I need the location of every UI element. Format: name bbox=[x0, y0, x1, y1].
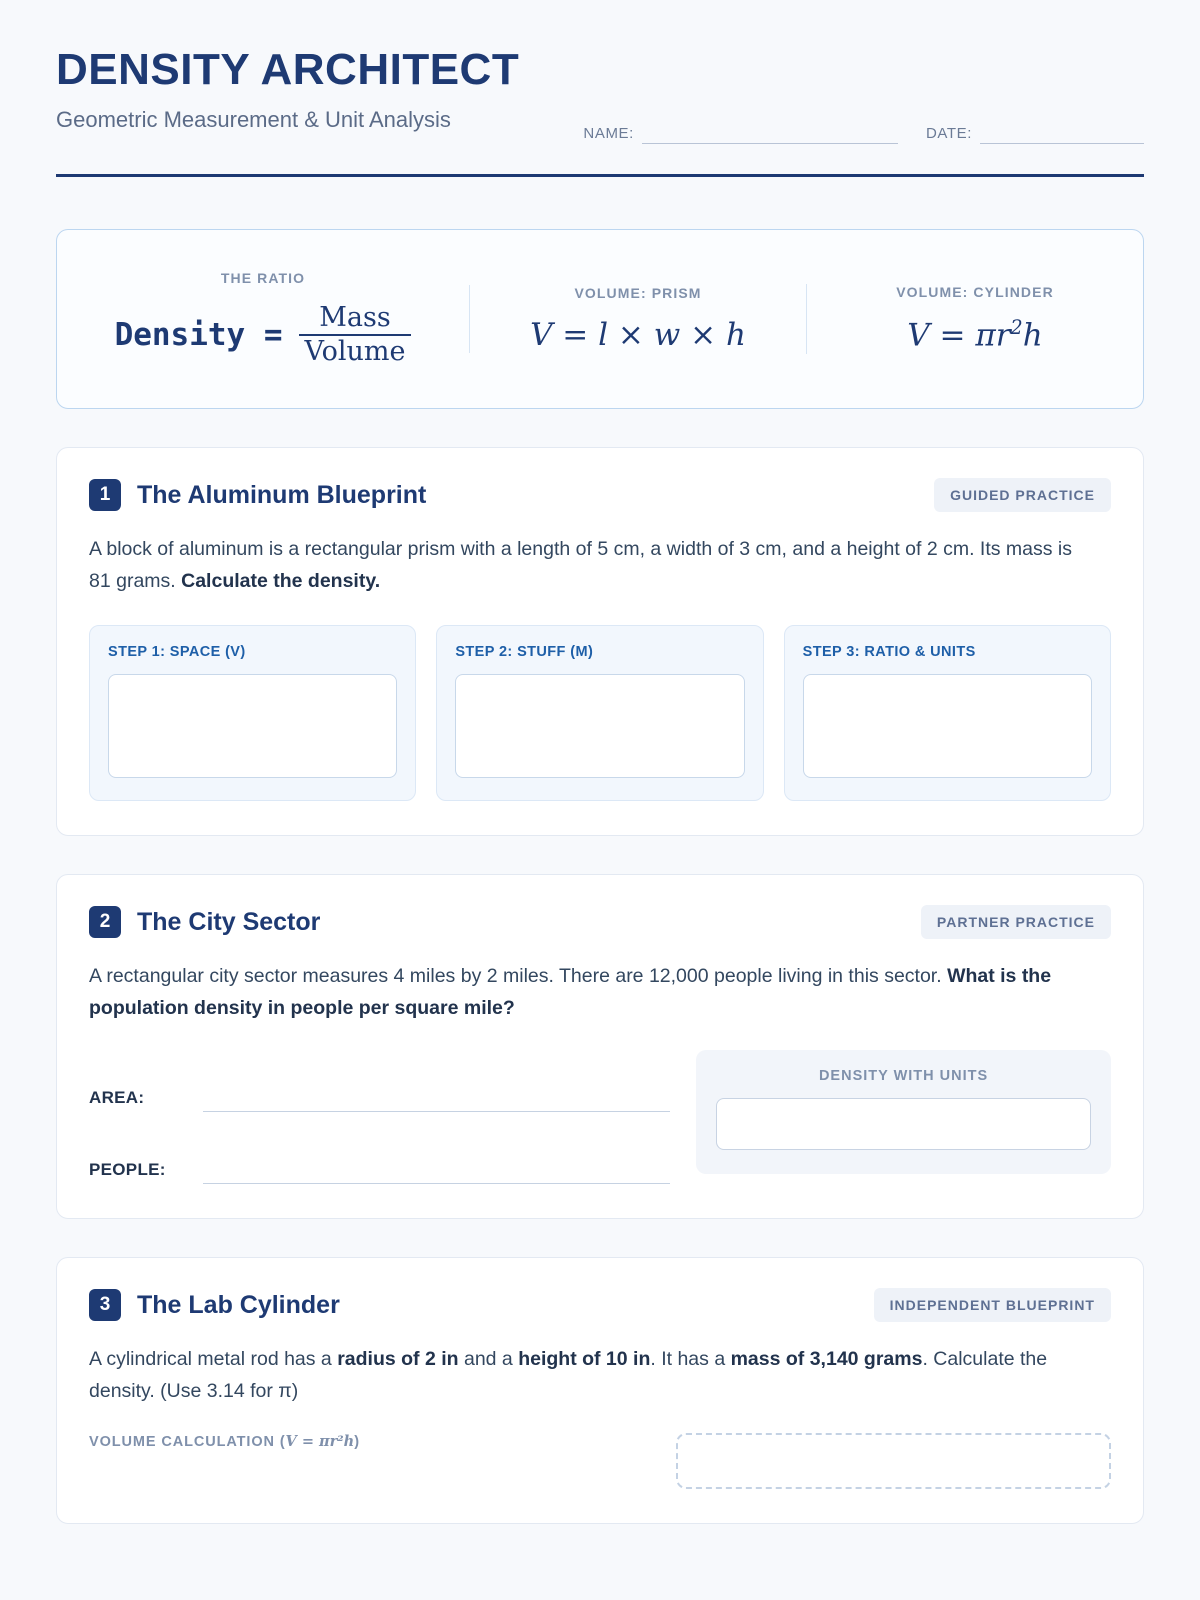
name-label: NAME: bbox=[583, 125, 634, 142]
formula-ratio bbox=[57, 270, 469, 368]
problem-2-people-input[interactable] bbox=[203, 1150, 670, 1184]
problem-3-tag: INDEPENDENT BLUEPRINT bbox=[874, 1288, 1111, 1322]
problem-1-title: The Aluminum Blueprint bbox=[137, 480, 427, 509]
formula-ratio-fraction bbox=[299, 302, 412, 368]
problem-3-answer-box[interactable] bbox=[676, 1433, 1111, 1489]
problem-2-people-row bbox=[89, 1128, 670, 1184]
problem-3-header bbox=[89, 1288, 1111, 1322]
fraction-numerator: Mass bbox=[319, 302, 391, 334]
date-input-line[interactable] bbox=[980, 122, 1144, 144]
problem-1-header bbox=[89, 478, 1111, 512]
problem-2-area-row bbox=[89, 1056, 670, 1112]
problem-2-prompt-plain: A rectangular city sector measures 4 miles by 2 miles. There are 12,000 people living in this sector. bbox=[89, 965, 948, 988]
problem-2-area-input[interactable] bbox=[203, 1078, 670, 1112]
name-field[interactable] bbox=[583, 122, 898, 144]
problem-2-answer-panel bbox=[696, 1050, 1111, 1174]
formula-ratio-expression bbox=[73, 302, 453, 368]
problem-2-title-group bbox=[89, 906, 320, 938]
name-input-line[interactable] bbox=[642, 122, 898, 144]
volume-label-suffix: ) bbox=[354, 1434, 360, 1451]
problem-card-2 bbox=[56, 874, 1144, 1219]
formula-cylinder-prefix: V = πr bbox=[907, 317, 1011, 354]
formula-cylinder-expression bbox=[823, 316, 1127, 353]
problem-3-volume-label bbox=[89, 1433, 646, 1450]
step-2-label: STEP 2: STUFF (M) bbox=[455, 644, 594, 661]
page-subtitle: Geometric Measurement & Unit Analysis bbox=[56, 106, 451, 132]
formula-cylinder-label: VOLUME: CYLINDER bbox=[896, 284, 1054, 301]
formula-ratio-label: THE RATIO bbox=[220, 270, 306, 287]
step-3-ratio-units bbox=[784, 625, 1111, 801]
title-block bbox=[56, 45, 520, 133]
problem-2-tag: PARTNER PRACTICE bbox=[921, 905, 1111, 939]
formula-prism-expression: V = l × w × h bbox=[530, 317, 746, 353]
problem-1-prompt-bold: Calculate the density. bbox=[181, 569, 381, 592]
problem-2-body bbox=[89, 1050, 1111, 1184]
problem-3-volume-section bbox=[89, 1433, 646, 1450]
problem-3-footer bbox=[89, 1433, 1111, 1489]
formula-ratio-word: Density = bbox=[114, 317, 283, 353]
student-meta bbox=[583, 122, 1144, 144]
problem-2-prompt bbox=[89, 961, 1099, 1024]
step-3-label: STEP 3: RATIO & UNITS bbox=[802, 644, 976, 661]
step-3-answer-box[interactable] bbox=[803, 674, 1092, 778]
problem-1-steps bbox=[89, 625, 1111, 801]
formula-reference-bar bbox=[56, 229, 1144, 409]
fraction-denominator: Volume bbox=[299, 334, 412, 368]
problem-2-fields bbox=[89, 1050, 670, 1184]
problem-1-tag: GUIDED PRACTICE bbox=[934, 478, 1111, 512]
problem-2-answer-box[interactable] bbox=[716, 1098, 1091, 1150]
problem-3-seg-6: . Calculate the density. (Use 3.14 for π) bbox=[89, 1348, 1048, 1402]
problem-3-prompt bbox=[89, 1344, 1099, 1407]
problem-1-title-group bbox=[89, 479, 426, 511]
problem-3-seg-0: A cylindrical metal rod has a bbox=[89, 1348, 338, 1371]
problem-3-title-group bbox=[89, 1289, 340, 1321]
header-divider bbox=[56, 174, 1144, 177]
formula-cylinder bbox=[806, 284, 1143, 353]
problem-1-prompt-plain: A block of aluminum is a rectangular prism with a length of 5 cm, a width of 3 cm, and a height of 2 cm. Its mass is 81 grams. bbox=[89, 538, 1073, 592]
formula-prism bbox=[469, 285, 806, 353]
problem-2-header bbox=[89, 905, 1111, 939]
problem-1-prompt bbox=[89, 534, 1099, 597]
problem-3-title: The Lab Cylinder bbox=[137, 1290, 340, 1319]
problem-3-seg-2: and a bbox=[458, 1348, 519, 1371]
problem-3-seg-4: . It has a bbox=[650, 1348, 731, 1371]
step-1-label: STEP 1: SPACE (V) bbox=[108, 644, 246, 661]
problem-card-1 bbox=[56, 447, 1144, 836]
page-header bbox=[56, 45, 1144, 144]
formula-cylinder-suffix: h bbox=[1022, 317, 1043, 354]
formula-cylinder-exponent: 2 bbox=[1010, 316, 1023, 340]
problem-card-3 bbox=[56, 1257, 1144, 1524]
problem-2-answer-label: DENSITY WITH UNITS bbox=[818, 1068, 989, 1085]
step-2-stuff bbox=[436, 625, 763, 801]
step-1-answer-box[interactable] bbox=[108, 674, 397, 778]
problem-1-number: 1 bbox=[89, 479, 121, 511]
problem-3-seg-1: radius of 2 in bbox=[337, 1348, 459, 1371]
step-2-answer-box[interactable] bbox=[455, 674, 744, 778]
problem-2-area-label: AREA: bbox=[89, 1088, 145, 1108]
step-1-space bbox=[89, 625, 416, 801]
date-field[interactable] bbox=[926, 122, 1144, 144]
page-title: DENSITY ARCHITECT bbox=[56, 45, 520, 94]
problem-2-title: The City Sector bbox=[137, 907, 321, 936]
volume-label-math: V = πr²h bbox=[285, 1433, 355, 1451]
problem-2-prompt-bold: What is the population density in people per square mile? bbox=[89, 965, 1052, 1019]
problem-3-number: 3 bbox=[89, 1289, 121, 1321]
problem-3-seg-3: height of 10 in bbox=[518, 1348, 651, 1371]
date-label: DATE: bbox=[925, 125, 972, 142]
volume-label-prefix: VOLUME CALCULATION ( bbox=[89, 1434, 286, 1451]
problem-2-people-label: PEOPLE: bbox=[89, 1160, 166, 1180]
formula-prism-label: VOLUME: PRISM bbox=[574, 285, 702, 301]
problem-2-number: 2 bbox=[89, 906, 121, 938]
problem-3-seg-5: mass of 3,140 grams bbox=[730, 1348, 923, 1371]
